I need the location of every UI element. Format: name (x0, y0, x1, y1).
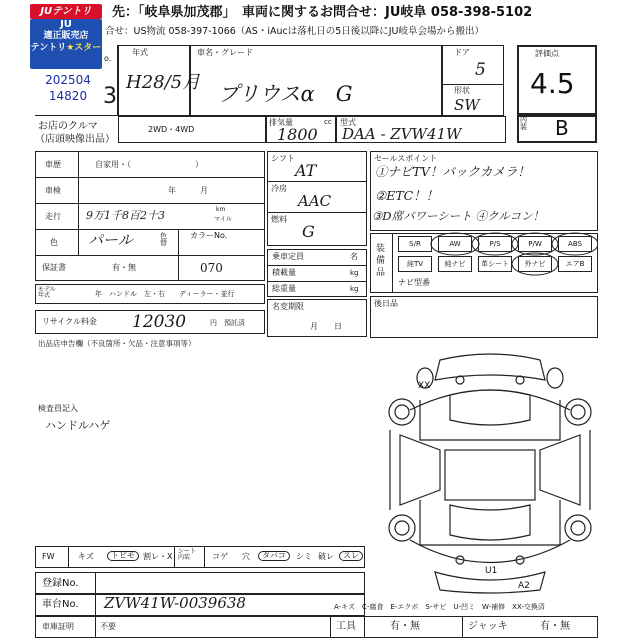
jack-label: ジャッキ (468, 621, 508, 632)
fw-burn: コゲ (212, 552, 228, 561)
namechange-label: 名変期限 (272, 302, 304, 311)
damage-legend: A-キズ C-腐食 E-エクボ S-サビ U-凹ミ W-補修 XX-交換済 (334, 603, 545, 611)
equip-pw: P/W (518, 236, 552, 252)
year-label: 年式 (132, 48, 148, 57)
model-value: DAA - ZVW41W (342, 125, 462, 143)
chassis-value: ZVW41W-0039638 (104, 594, 246, 612)
inspection-label: 車検 (45, 186, 61, 195)
mileage-unit-km: km (216, 206, 226, 213)
interior-value: B (555, 116, 569, 140)
ac-value: AAC (298, 192, 332, 210)
fw-rub: スレ (339, 551, 363, 561)
equip-extnavi: 外ナビ (518, 256, 552, 272)
fw-seat: シート内装 (178, 548, 197, 561)
warranty-label: 保証書 (42, 263, 66, 272)
sales-line1: ①ナビTV！バックカメラ！ (375, 164, 530, 179)
doors-value: 5 (475, 60, 486, 80)
colorno-label: カラーNo. (190, 231, 228, 240)
color-change-label: 色替 (160, 232, 167, 247)
car-diagram (380, 340, 600, 598)
model-label: 型式 (340, 118, 356, 127)
mark-xx: XX (418, 381, 431, 391)
fw-tear: 破レ (318, 552, 334, 561)
color-value: パール (88, 231, 133, 249)
cc-unit: cc (324, 118, 332, 126)
inspection-value: 年 月 (168, 186, 208, 195)
navi-label: ナビ型番 (398, 278, 430, 287)
jack-value: 有・無 (540, 621, 570, 632)
equip-tv: 純TV (398, 256, 432, 272)
equip-navi: 純ナビ (438, 256, 472, 272)
lot-no-label: o. (104, 54, 112, 63)
drive-text: 2WD・4WD (148, 125, 195, 134)
capacity-unit: 名 (350, 252, 358, 261)
fw-crack: 割レ・X (143, 552, 173, 561)
later-box (370, 296, 598, 338)
color-label: 色 (50, 238, 58, 247)
model-year-label: モデル年式 (38, 286, 56, 299)
header-line1: 先：「岐阜県加茂郡」 車両に関するお問合せ：JU岐阜 058-398-5102 (112, 5, 533, 20)
name-label: 車名・グレード (197, 48, 253, 57)
namechange-value: 月 日 (310, 322, 342, 331)
equipment-marks (370, 230, 598, 280)
equip-airbag: エアB (558, 256, 592, 272)
cert-label: 車庫証明 (42, 622, 74, 631)
year-value: H28/5月 (126, 72, 201, 93)
mileage-value: 9万1千8百2十3 (86, 209, 165, 222)
store-line1: お店のクルマ (38, 121, 98, 132)
reg-box (35, 572, 365, 594)
equipment-label: 装備品 (376, 244, 386, 278)
recycle-value: 12030 (132, 312, 187, 332)
equip-leather: 革シート (478, 256, 512, 272)
recycle-label: リサイクル料金 (42, 317, 97, 326)
sales-label: セールスポイント (374, 154, 438, 163)
cc-label: 排気量 (269, 118, 293, 127)
stamp-code: 202504 (45, 73, 91, 87)
equip-sr: S/R (398, 236, 432, 252)
fuel-label: 燃料 (271, 215, 287, 224)
fw-tobacco: タバコ (258, 551, 290, 561)
score-label: 評価点 (535, 49, 559, 58)
sales-line3: ③D席パワーシート ④クルコン！ (372, 209, 545, 223)
equip-ps: P/S (478, 236, 512, 252)
shape-value: SW (454, 96, 480, 114)
store-line2: （店頭映像出品） (35, 134, 115, 145)
interior-label: 内装 (520, 116, 527, 131)
gross-label: 総重量 (272, 284, 296, 293)
load-unit: kg (350, 269, 359, 277)
load-label: 積載量 (272, 268, 296, 277)
sales-line2: ②ETC！！ (375, 188, 439, 203)
header-line2: 合せ：US物流 058-397-1066（AS・iAucは落札日の5日後以降にJU岐阜会場から搬出） (105, 26, 485, 37)
cert-value: 不要 (100, 622, 116, 631)
fuel-value: G (302, 222, 315, 241)
logo-dealer: JU 適正販売店 テントリ★スター (30, 19, 102, 69)
mark-a2: A2 (518, 581, 530, 591)
shape-label: 形状 (454, 86, 470, 95)
inspector-value: ハンドルハゲ (45, 419, 111, 432)
later-label: 後日品 (374, 299, 398, 308)
doors-label: ドア (454, 48, 470, 57)
notes-label: 出品店申告欄（不良箇所・欠品・注意事項等） (38, 339, 196, 348)
name-value: プリウスα G (218, 82, 353, 106)
shift-value: AT (295, 161, 317, 180)
mark-u1: U1 (485, 566, 498, 576)
reg-label: 登録No. (42, 578, 79, 589)
fw-scratch: キズ (78, 552, 94, 561)
cert-box (35, 616, 365, 638)
shift-label: シフト (271, 154, 295, 163)
score-value: 4.5 (530, 67, 575, 100)
mileage-unit-mile: マイル (214, 216, 232, 223)
model-year-text: 年 ハンドル 左・右 ディーラー・並行 (95, 290, 235, 298)
capacity-label: 乗車定員 (272, 252, 304, 261)
fw-chip: トビモ (107, 551, 139, 561)
inspector-label: 検査員記入 (38, 404, 78, 413)
logo-brand: JUテントリ (30, 4, 102, 19)
colorno-value: 070 (200, 261, 223, 275)
fw-stain: シミ (296, 552, 312, 561)
chassis-label: 車台No. (42, 599, 79, 610)
fw-label: FW (42, 552, 55, 561)
lot-digit: 3 (103, 84, 117, 109)
equip-abs: ABS (558, 236, 592, 252)
fw-hole: 穴 (242, 552, 250, 561)
gross-unit: kg (350, 285, 359, 293)
tools-value: 有・無 (390, 621, 420, 632)
recycle-unit: 円 預託済 (210, 319, 245, 327)
stamp-number: 14820 (48, 89, 88, 103)
mileage-label: 走行 (45, 212, 61, 221)
warranty-value: 有・無 (112, 263, 136, 272)
tools-label: 工具 (336, 621, 356, 632)
ac-label: 冷房 (271, 184, 287, 193)
cc-value: 1800 (277, 125, 318, 144)
equip-aw: AW (438, 236, 472, 252)
history-value: 自家用・（ ） (95, 160, 203, 169)
history-label: 車歴 (45, 160, 61, 169)
